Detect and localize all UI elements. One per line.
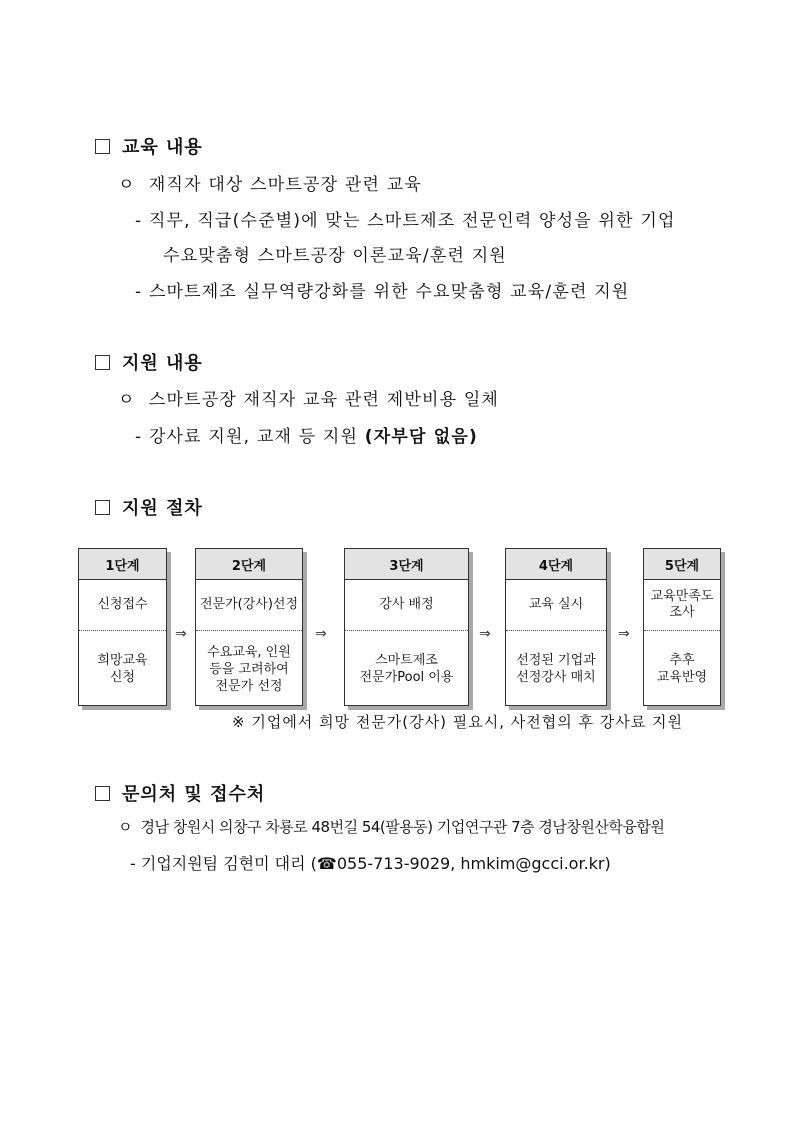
education-sub1-line2: 수요맞춤형 스마트공장 이론교육/훈련 지원 (163, 246, 507, 266)
stage-step: 강사 배정 (345, 580, 468, 631)
section-heading-education: 교육 내용 (95, 133, 203, 159)
bullet-circle-icon: ㅇ (118, 818, 132, 836)
stage-step: 전문가(강사)선정 (196, 580, 302, 631)
stage-detail: 선정된 기업과 선정강사 매치 (516, 653, 596, 685)
support-sub: - 강사료 지원, 교재 등 지원 (자부담 없음) (135, 427, 478, 447)
arrow-right-icon: ⇒ (315, 626, 327, 642)
stage-header: 1단계 (79, 549, 166, 580)
education-sub1-line1: - 직무, 직급(수준별)에 맞는 스마트제조 전문인력 양성을 위한 기업 (135, 211, 676, 231)
bullet-circle-icon: ㅇ (118, 390, 136, 410)
stage-step: 신청접수 (79, 580, 166, 631)
stage-header: 5단계 (644, 549, 720, 580)
no-self-pay-label: (자부담 없음) (364, 427, 478, 447)
contact-person: - 기업지원팀 김현미 대리 (☎055-713-9029, hmkim@gcci.or.kr) (130, 854, 611, 873)
stage-header: 4단계 (506, 549, 606, 580)
checkbox-square-icon (95, 500, 110, 515)
bullet-circle-icon: ㅇ (118, 175, 136, 195)
procedure-note: ※ 기업에서 희망 전문가(강사) 필요시, 사전협의 후 강사료 지원 (232, 713, 683, 731)
stage-header: 2단계 (196, 549, 302, 580)
stage-detail: 수요교육, 인원 등을 고려하여 전문가 선정 (207, 644, 291, 694)
section-heading-support: 지원 내용 (95, 349, 203, 375)
section-heading-contact: 문의처 및 접수처 (95, 780, 265, 806)
stage-1 (78, 548, 167, 706)
education-sub2: - 스마트제조 실무역량강화를 위한 수요맞춤형 교육/훈련 지원 (135, 282, 630, 302)
checkbox-square-icon (95, 355, 110, 370)
contact-address: ㅇ 경남 창원시 의창구 차룡로 48번길 54(팔용동) 기업연구관 7층 경남창원산학융합원 (118, 818, 665, 836)
stage-step: 교육만족도 조사 (644, 580, 720, 631)
stage-detail: 희망교육 신청 (97, 653, 148, 685)
checkbox-square-icon (95, 786, 110, 801)
stage-5 (643, 548, 721, 706)
arrow-right-icon: ⇒ (479, 626, 491, 642)
stage-detail: 추후 교육반영 (656, 653, 708, 685)
stage-step: 교육 실시 (506, 580, 606, 631)
stage-3 (344, 548, 469, 706)
arrow-right-icon: ⇒ (618, 626, 630, 642)
section-heading-procedure: 지원 절차 (95, 494, 203, 520)
education-item: ㅇ 재직자 대상 스마트공장 관련 교육 (118, 175, 422, 195)
stage-header: 3단계 (345, 549, 468, 580)
stage-detail: 스마트제조 전문가Pool 이용 (359, 653, 454, 685)
support-item: ㅇ 스마트공장 재직자 교육 관련 제반비용 일체 (118, 390, 500, 410)
arrow-right-icon: ⇒ (175, 626, 187, 642)
checkbox-square-icon (95, 139, 110, 154)
stage-2 (195, 548, 303, 706)
stage-4 (505, 548, 607, 706)
